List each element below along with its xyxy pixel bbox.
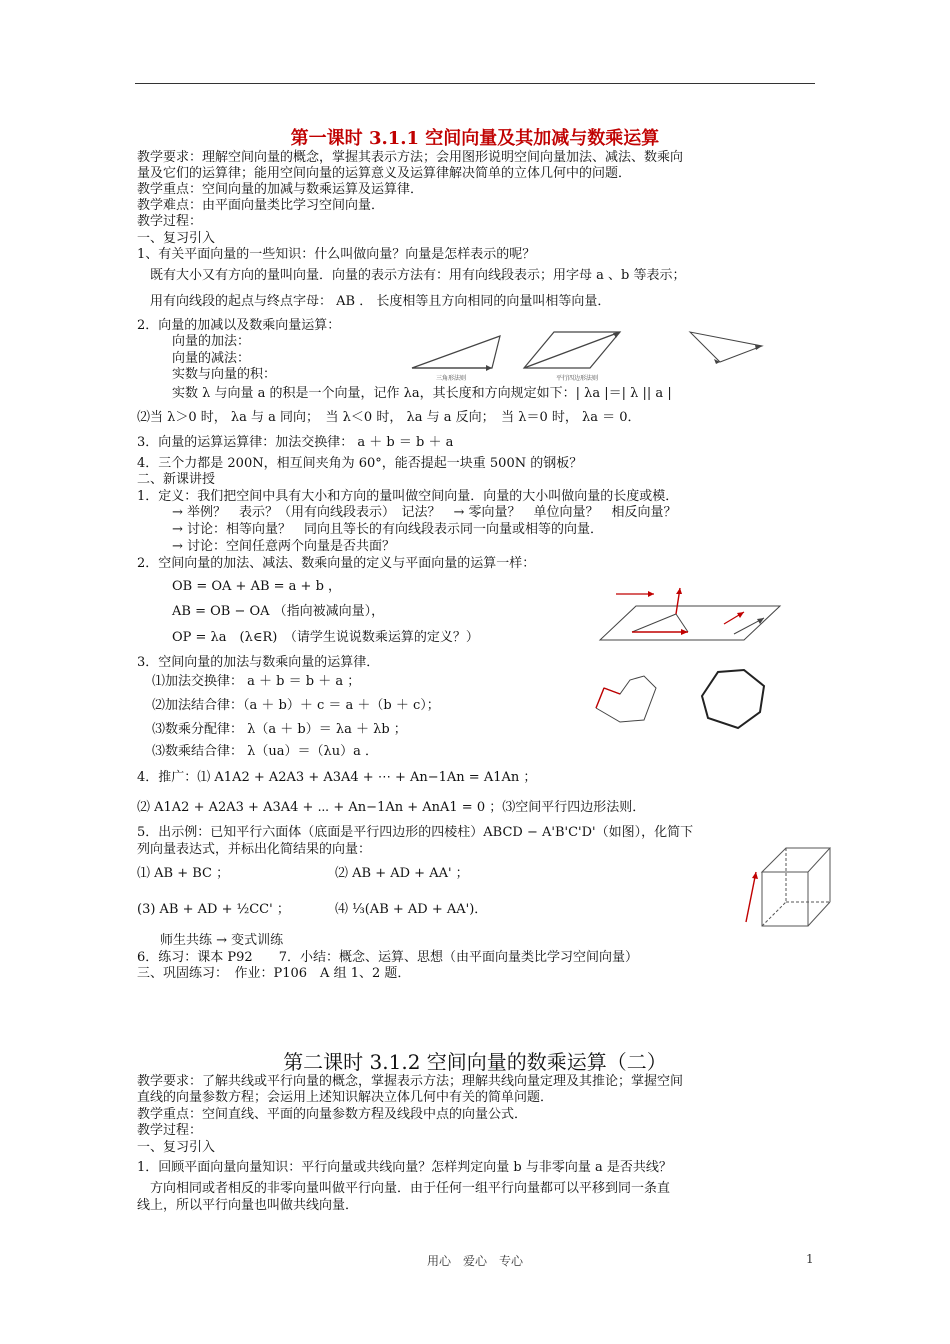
text-line: 教学难点：由平面向量类比学习空间向量．	[137, 198, 385, 213]
parallelogram-rule-caption: 平行四边形法则	[556, 375, 599, 382]
page-number: 1	[806, 1252, 814, 1266]
text-line: 1．回顾平面向量向量知识：平行向量或共线向量？怎样判定向量 b 与非零向量 a 是否共线？	[137, 1160, 672, 1175]
footer-motto: 用心 爱心 专心	[426, 1254, 523, 1268]
text-line: 一、复习引入	[137, 1140, 216, 1155]
text-line: 2．向量的加减以及数乘向量运算：	[137, 318, 341, 333]
lesson2-title: 第二课时 3.1.2 空间向量的数乘运算（二）	[283, 1050, 667, 1074]
text-line: 师生共练 → 变式训练	[160, 933, 284, 948]
text-line: 教学要求：了解共线或平行向量的概念，掌握表示方法；理解共线向量定理及其推论；掌握空间	[137, 1074, 684, 1089]
formula-line: 4．推广：⑴ A1A2 + A2A3 + A3A4 + ⋯ + An−1An = A1An ；	[137, 770, 537, 785]
text-line: 既有大小又有方向的量叫向量．向量的表示方法有：用有向线段表示；用字母 a 、b 等表示；	[137, 268, 686, 283]
formula-line: ⑵加法结合律：（a ＋ b）＋ c ＝ a ＋（b ＋ c）；	[152, 698, 440, 713]
formula-line: ⑴加法交换律： a ＋ b ＝ b ＋ a ；	[152, 674, 361, 689]
text-line: → 讨论：相等向量？ 同向且等长的有向线段表示同一向量或相等的向量．	[172, 522, 604, 537]
text-line: 列向量表达式，并标出化简结果的向量：	[137, 842, 372, 857]
triangle-rule-figure	[408, 330, 508, 376]
text-line: 二、新课讲授	[137, 472, 216, 487]
text-line: → 讨论：空间任意两个向量是否共面？	[172, 539, 396, 554]
text-line: 教学重点：空间直线、平面的向量参数方程及线段中点的向量公式．	[137, 1107, 528, 1122]
text-line: → 举例？ 表示？（用有向线段表示） 记法？ → 零向量？ 单位向量？ 相反向量？	[172, 505, 677, 520]
formula-line: ⑵ A1A2 + A2A3 + A3A4 + ⋯ + An−1An + AnA1 = 0 ；⑶空间平行四边形法则．	[137, 800, 646, 815]
closed-polygon-figure	[694, 664, 772, 734]
text-line: 1．定义：我们把空间中具有大小和方向的量叫做空间向量．向量的大小叫做向量的长度或模．	[137, 489, 679, 504]
text-line: 实数 λ 与向量 a 的积是一个向量，记作 λa，其长度和方向规定如下：| λa |＝| λ || a |	[172, 386, 672, 401]
formula-line: OP = λa (λ∈R) （请学生说说数乘运算的定义？）	[172, 630, 479, 645]
lesson1-title: 第一课时 3.1.1 空间向量及其加减与数乘运算	[290, 128, 660, 149]
text-line: 教学过程：	[137, 214, 203, 229]
text-line: 向量的减法：	[172, 351, 251, 366]
text-line: 量及它们的运算律；能用空间向量的运算意义及运算律解决简单的立体几何中的问题．	[137, 166, 632, 181]
text-line: 线上，所以平行向量也叫做共线向量．	[137, 1198, 359, 1213]
text-line: 教学重点：空间向量的加减与数乘运算及运算律．	[137, 182, 424, 197]
vector-chain-figure	[590, 670, 662, 734]
text-line: 直线的向量参数方程；会运用上述知识解决立体几何中有关的简单问题．	[137, 1090, 554, 1105]
text-line: 3．空间向量的加法与数乘向量的运算律．	[137, 655, 380, 670]
text-line: 3．向量的运算运算律：加法交换律： a ＋ b ＝ b ＋ a	[137, 435, 454, 450]
text-line: 方向相同或者相反的非零向量叫做平行向量．由于任何一组平行向量都可以平移到同一条直	[137, 1181, 671, 1196]
formula-line: (3) AB + AD + ½CC' ；	[137, 902, 290, 917]
text-line: 6．练习：课本 P92 7．小结：概念、运算、思想（由平面向量类比学习空间向量）	[137, 950, 638, 965]
text-line: 4．三个力都是 200N，相互间夹角为 60°，能否提起一块重 500N 的钢板？	[137, 456, 583, 471]
space-vector-figure	[596, 584, 786, 648]
text-line: 实数与向量的积：	[172, 367, 277, 382]
formula-line: ⑵ AB + AD + AA' ；	[335, 866, 469, 881]
text-line: 用有向线段的起点与终点字母： AB ． 长度相等且方向相同的向量叫相等向量．	[137, 294, 611, 309]
triangle-rule-caption: 三角形法则	[436, 375, 467, 382]
text-line: 教学过程：	[137, 1123, 203, 1138]
text-line: 三、巩固练习： 作业：P106 A 组 1、2 题．	[137, 966, 411, 981]
header-rule	[135, 83, 815, 84]
parallelepiped-figure	[736, 842, 836, 934]
text-line: 1、有关平面向量的一些知识：什么叫做向量？向量是怎样表示的呢？	[137, 247, 536, 262]
text-line: 5．出示例：已知平行六面体（底面是平行四边形的四棱柱）ABCD − A'B'C'D'（如图），化简下	[137, 825, 694, 840]
formula-line: ⑶数乘分配律： λ（a ＋ b）＝ λa ＋ λb ；	[152, 722, 407, 737]
formula-line: OB = OA + AB = a + b ，	[172, 579, 342, 594]
formula-line: AB = OB − OA （指向被减向量），	[172, 604, 385, 619]
text-line: 教学要求：理解空间向量的概念，掌握其表示方法；会用图形说明空间向量加法、减法、数乘向	[137, 150, 684, 165]
text-line: 向量的加法：	[172, 334, 251, 349]
text-line: 一、复习引入	[137, 231, 216, 246]
formula-line: ⑶数乘结合律： λ（ua）＝（λu）a ．	[152, 744, 378, 759]
formula-line: ⑷ ⅓(AB + AD + AA')．	[335, 902, 488, 917]
subtraction-figure	[684, 328, 768, 366]
text-line: ⑵当 λ＞0 时， λa 与 a 同向； 当 λ＜0 时， λa 与 a 反向； 当 λ＝0 时， λa ＝ 0．	[137, 410, 641, 425]
parallelogram-rule-figure	[520, 328, 624, 376]
text-line: 2．空间向量的加法、减法、数乘向量的定义与平面向量的运算一样：	[137, 556, 536, 571]
formula-line: ⑴ AB + BC ；	[137, 866, 230, 881]
